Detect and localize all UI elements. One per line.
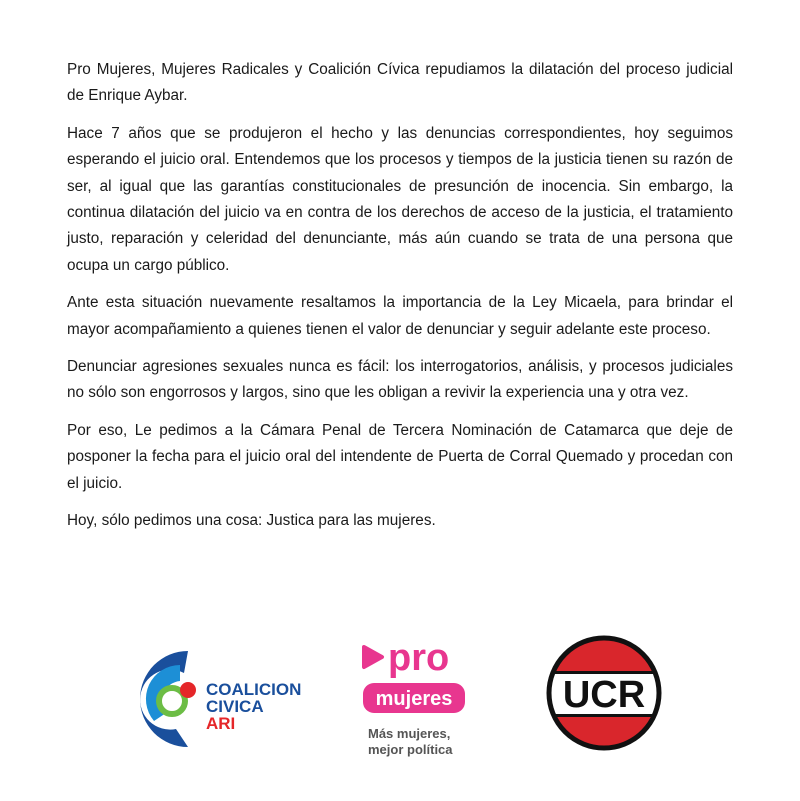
paragraph-2: Hace 7 años que se produjeron el hecho y las denuncias correspondientes, hoy seguimos esperando el juicio oral. Entendemos que los procesos y tiempos de la justicia tienen su razón de ser, al igual que las garantías constitucionales de presunción de inocencia. Sin embargo, la continua dilatación del juicio va en contra de los derechos de acceso de la justicia, el tratamiento justo, reparación y celeridad del denunciante, más aún cuando se trata de una persona que ocupa un cargo público. — [67, 124, 733, 274]
coalicion-civica-logo — [126, 643, 316, 753]
paragraph-5: Por eso, Le pedimos a la Cámara Penal de Tercera Nominación de Catamarca que deje de posponer la fecha para el juicio oral del intendente de Puerta de Corral Quemado y procedan con el juicio. — [67, 421, 733, 492]
paragraph-6: Hoy, sólo pedimos una cosa: Justica para las mujeres. — [67, 512, 436, 530]
pro-tagline-2: mejor política — [368, 742, 453, 757]
play-icon — [364, 647, 382, 667]
pro-tagline-1: Más mujeres, — [368, 726, 451, 741]
mujeres-badge-text: mujeres — [375, 688, 453, 710]
ucr-text: UCR — [562, 674, 646, 716]
paragraph-4: Denunciar agresiones sexuales nunca es fácil: los interrogatorios, análisis, y procesos judiciales no sólo son engorrosos y largos, sino que les obligan a revivir la experiencia una y otra vez. — [67, 358, 733, 402]
coalicion-line3: ARI — [206, 714, 236, 733]
pro-word: pro — [388, 637, 450, 679]
logos-row — [0, 635, 800, 775]
ucr-logo — [546, 635, 662, 751]
coalicion-line1: COALICION — [206, 680, 302, 699]
paragraph-1: Pro Mujeres, Mujeres Radicales y Coalición Cívica repudiamos la dilatación del proceso judicial de Enrique Aybar. — [67, 61, 733, 105]
coalicion-line2: CIVICA — [206, 697, 264, 716]
coalicion-emblem-icon — [140, 651, 196, 747]
document-body — [67, 57, 733, 546]
pro-mujeres-logo — [360, 635, 470, 763]
paragraph-3: Ante esta situación nuevamente resaltamos la importancia de la Ley Micaela, para brindar el mayor acompañamiento a quienes tienen el valor de denunciar y seguir adelante este proceso. — [67, 294, 733, 338]
